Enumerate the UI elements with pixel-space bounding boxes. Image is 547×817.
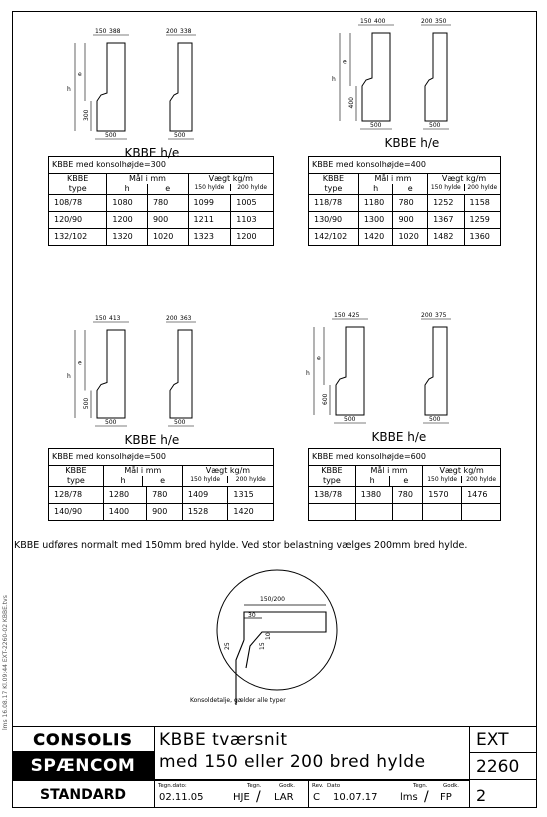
detail-dim-30: 30 xyxy=(248,612,256,619)
label-e: e xyxy=(343,58,347,66)
table-cell: 1315 xyxy=(228,487,274,504)
table-konsol-400 xyxy=(308,156,501,246)
table-row xyxy=(309,195,501,212)
dim-top-right-a: 200 xyxy=(421,312,433,319)
dim-bottom-left: 500 xyxy=(105,132,117,139)
table-caption: KBBE med konsolhøjde=300 xyxy=(49,157,274,174)
table-cell xyxy=(392,504,423,521)
table-cell: 120/90 xyxy=(49,212,107,229)
drawn-date-cell xyxy=(155,780,309,808)
dim-top-right-a: 200 xyxy=(421,18,433,25)
table-cell: 130/90 xyxy=(309,212,359,229)
col-weight-header: Vægt kg/m 150 hylde 200 hylde xyxy=(428,174,501,195)
col-type-header: KBBE type xyxy=(49,466,104,487)
detail-caption: Konsoldetalje, gælder alle typer xyxy=(190,697,286,704)
table-cell: 1300 xyxy=(358,212,393,229)
table-caption: KBBE med konsolhøjde=500 xyxy=(49,449,274,466)
revision-approved-label: Godk. xyxy=(443,783,460,789)
table-cell: 138/78 xyxy=(309,487,356,504)
table-cell: 1158 xyxy=(464,195,500,212)
company-logo-spaencom xyxy=(12,752,155,780)
table-cell: 108/78 xyxy=(49,195,107,212)
table-cell: 780 xyxy=(392,487,423,504)
profile-150-shelf xyxy=(97,43,125,131)
detail-profile-outline xyxy=(236,612,326,705)
table-row xyxy=(309,487,501,504)
table-cell: 1400 xyxy=(103,504,146,521)
table-cell: 1280 xyxy=(103,487,146,504)
dim-top-right-b: 375 xyxy=(435,312,447,319)
dim-bottom-left: 500 xyxy=(344,416,356,423)
dim-bottom-right: 500 xyxy=(429,416,441,423)
revision-date: 10.07.17 xyxy=(333,792,378,803)
revision-cell xyxy=(309,780,470,808)
col-dimensions-header: Mål i mm h e xyxy=(355,466,422,487)
sheet-number: 2 xyxy=(476,786,487,805)
profile-200-shelf xyxy=(425,327,447,415)
dim-top-left-a: 150 xyxy=(95,315,107,322)
table-cell xyxy=(462,504,501,521)
section-title: KBBE h/e xyxy=(124,146,180,160)
profile-150-shelf xyxy=(362,33,390,121)
table-cell: 1482 xyxy=(428,229,464,246)
table-row xyxy=(49,229,274,246)
table-cell: 1420 xyxy=(228,504,274,521)
table-cell xyxy=(309,504,356,521)
col-type-header: KBBE type xyxy=(49,174,107,195)
table-cell: 1570 xyxy=(423,487,462,504)
table-cell: 1200 xyxy=(107,212,148,229)
table-row xyxy=(309,229,501,246)
table-cell: 140/90 xyxy=(49,504,104,521)
table-cell: 1200 xyxy=(231,229,274,246)
col-dimensions-header: Mål i mm h e xyxy=(107,174,188,195)
detail-dim-10: 10 xyxy=(265,632,272,640)
col-dimensions-header: Mål i mm h e xyxy=(358,174,427,195)
slash-divider: / xyxy=(256,789,261,805)
spaencom-wordmark: SPÆNCOM xyxy=(30,756,136,776)
table-konsol-500 xyxy=(48,448,274,521)
label-e: e xyxy=(317,355,321,362)
table-row xyxy=(309,212,501,229)
drawn-by-label: Tegn. xyxy=(247,783,262,789)
table-cell: 1259 xyxy=(464,212,500,229)
dim-top-left-b: 400 xyxy=(374,18,386,25)
detail-dim-25: 25 xyxy=(224,642,231,650)
drawing-title-line2: med 150 eller 200 bred hylde xyxy=(159,752,426,772)
table-cell: 1252 xyxy=(428,195,464,212)
revision-approved-by: FP xyxy=(440,792,452,803)
table-cell: 1080 xyxy=(107,195,148,212)
profile-150-shelf xyxy=(97,330,125,418)
table-caption: KBBE med konsolhøjde=600 xyxy=(309,449,501,466)
table-cell: 900 xyxy=(393,212,428,229)
table-cell: 1103 xyxy=(231,212,274,229)
col-weight-header: Vægt kg/m 150 hylde 200 hylde xyxy=(188,174,273,195)
dim-bottom-right: 500 xyxy=(174,419,186,426)
standard-label: STANDARD xyxy=(40,786,126,803)
table-cell: 1528 xyxy=(182,504,228,521)
consol-detail xyxy=(217,570,337,705)
dim-top-right-b: 350 xyxy=(435,18,447,25)
general-note: KBBE udføres normalt med 150mm bred hylde. Ved stor belastning vælges 200mm bred hylde. xyxy=(14,540,468,551)
table-cell: 780 xyxy=(147,487,183,504)
approved-by-label: Godk. xyxy=(279,783,296,789)
section-title: KBBE h/e xyxy=(124,433,180,447)
table-cell: 900 xyxy=(147,212,188,229)
table-cell: 1180 xyxy=(358,195,393,212)
col-type-header: KBBE type xyxy=(309,466,356,487)
label-h: h xyxy=(332,76,336,83)
number-cell xyxy=(470,753,537,780)
table-caption: KBBE med konsolhøjde=400 xyxy=(309,157,501,174)
dim-top-left-a: 150 xyxy=(95,28,107,35)
section-500 xyxy=(75,322,196,426)
table-cell: 142/102 xyxy=(309,229,359,246)
label-h: h xyxy=(306,370,310,377)
col-type-header: KBBE type xyxy=(309,174,359,195)
dim-top-left-b: 425 xyxy=(348,312,360,319)
col-weight-header: Vægt kg/m 150 hylde 200 hylde xyxy=(423,466,501,487)
profile-150-shelf xyxy=(336,327,364,415)
dim-top-right-a: 200 xyxy=(166,315,178,322)
section-400 xyxy=(340,25,451,129)
section-600 xyxy=(314,319,451,423)
table-row xyxy=(49,487,274,504)
profile-200-shelf xyxy=(425,33,447,121)
dim-bottom-left: 500 xyxy=(370,122,382,129)
revision-label: Rev. xyxy=(312,783,324,789)
table-cell: 1409 xyxy=(182,487,228,504)
drawn-by: HJE xyxy=(233,792,250,803)
revision-drawn-by: lms xyxy=(400,792,418,803)
sheet-cell xyxy=(470,780,537,808)
table-cell: 1380 xyxy=(355,487,392,504)
table-cell: 1420 xyxy=(358,229,393,246)
dim-top-right-b: 363 xyxy=(180,315,192,322)
dim-top-right-a: 200 xyxy=(166,28,178,35)
drawing-number: 2260 xyxy=(476,757,520,777)
drawn-date-label: Tegn.dato: xyxy=(158,783,187,789)
revision-letter: C xyxy=(313,792,320,803)
table-cell: 132/102 xyxy=(49,229,107,246)
profile-200-shelf xyxy=(170,330,192,418)
dim-bottom-right: 500 xyxy=(174,132,186,139)
table-cell: 1367 xyxy=(428,212,464,229)
label-e: e xyxy=(78,71,82,78)
table-cell: 1099 xyxy=(188,195,231,212)
table-cell: 1360 xyxy=(464,229,500,246)
consolis-wordmark: CONSOLIS xyxy=(33,729,133,749)
detail-dim-15: 15 xyxy=(259,642,266,650)
revision-date-label: Dato xyxy=(327,783,341,789)
table-row xyxy=(49,504,274,521)
profile-200-shelf xyxy=(170,43,192,131)
dim-top-left-b: 413 xyxy=(109,315,121,322)
detail-circle xyxy=(217,570,337,690)
dim-bottom-left: 500 xyxy=(105,419,117,426)
standard-label-cell xyxy=(12,780,155,808)
table-cell: 780 xyxy=(393,195,428,212)
table-cell: 118/78 xyxy=(309,195,359,212)
table-cell: 1323 xyxy=(188,229,231,246)
table-row xyxy=(49,212,274,229)
table-row xyxy=(49,195,274,212)
table-row xyxy=(309,504,501,521)
table-cell xyxy=(355,504,392,521)
label-konsol-height: 300 xyxy=(83,109,90,121)
approved-by: LAR xyxy=(274,792,294,803)
drawing-code: EXT xyxy=(476,730,509,750)
dim-top-left-b: 388 xyxy=(109,28,121,35)
dim-bottom-right: 500 xyxy=(429,122,441,129)
col-dimensions-header: Mål i mm h e xyxy=(103,466,182,487)
slash-divider: / xyxy=(424,789,429,805)
file-stamp: lms 16.08.17 Kl.09:44 EXT-2260-02 KBBE.tvs xyxy=(2,595,9,730)
drawn-date: 02.11.05 xyxy=(159,792,204,803)
company-logo-consolis xyxy=(12,726,155,752)
table-konsol-300 xyxy=(48,156,274,246)
table-cell xyxy=(423,504,462,521)
revision-drawn-label: Tegn. xyxy=(413,783,428,789)
section-title: KBBE h/e xyxy=(371,430,427,444)
label-h: h xyxy=(67,373,71,380)
dim-top-right-b: 338 xyxy=(180,28,192,35)
label-konsol-height: 500 xyxy=(83,397,90,410)
dim-top-left-a: 150 xyxy=(334,312,346,319)
detail-width-label: 150/200 xyxy=(260,596,285,603)
col-weight-header: Vægt kg/m 150 hylde 200 hylde xyxy=(182,466,273,487)
dim-top-left-a: 150 xyxy=(360,18,372,25)
section-title: KBBE h/e xyxy=(384,136,440,150)
drawing-title-cell xyxy=(155,726,470,780)
table-cell: 900 xyxy=(147,504,183,521)
table-cell: 1211 xyxy=(188,212,231,229)
label-konsol-height: 400 xyxy=(348,97,355,109)
section-300 xyxy=(75,35,196,139)
table-cell: 1020 xyxy=(147,229,188,246)
table-cell: 1476 xyxy=(462,487,501,504)
table-konsol-600 xyxy=(308,448,501,521)
table-cell: 128/78 xyxy=(49,487,104,504)
drawing-title-line1: KBBE tværsnit xyxy=(159,730,288,750)
table-cell: 1020 xyxy=(393,229,428,246)
table-cell: 780 xyxy=(147,195,188,212)
table-cell: 1320 xyxy=(107,229,148,246)
label-e: e xyxy=(78,359,82,367)
label-h: h xyxy=(67,86,71,93)
title-block xyxy=(12,726,537,808)
table-cell: 1005 xyxy=(231,195,274,212)
code-cell xyxy=(470,726,537,753)
label-konsol-height: 600 xyxy=(322,393,329,405)
